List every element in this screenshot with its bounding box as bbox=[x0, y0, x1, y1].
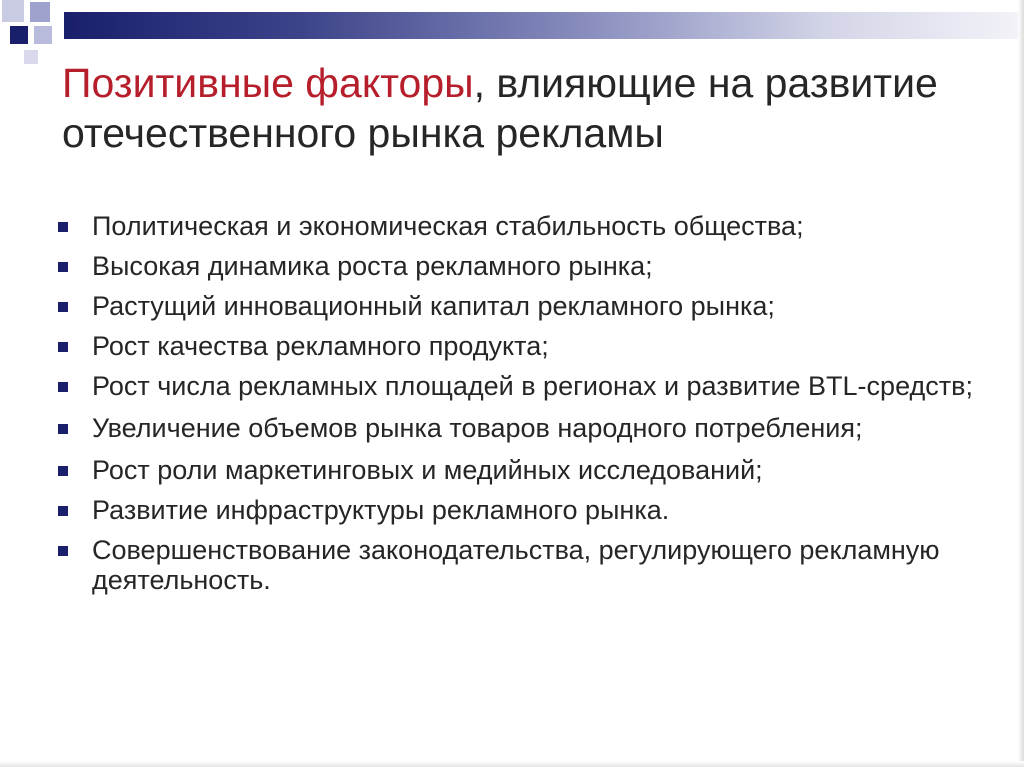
list-item-text: Увеличение объемов рынка товаров народного потребления; bbox=[92, 413, 863, 443]
list-item-text: Высокая динамика роста рекламного рынка; bbox=[92, 251, 653, 281]
square-bullet-icon bbox=[58, 546, 68, 556]
square-bullet-icon bbox=[58, 506, 68, 516]
list-item-text: Политическая и экономическая стабильность общества; bbox=[92, 211, 804, 241]
list-item-text: Рост качества рекламного продукта; bbox=[92, 331, 549, 361]
list-item bbox=[56, 535, 976, 595]
decor-square-icon bbox=[30, 2, 50, 22]
square-bullet-icon bbox=[58, 342, 68, 352]
title-accent: Позитивные факторы bbox=[62, 60, 474, 106]
square-bullet-icon bbox=[58, 302, 68, 312]
list-item bbox=[56, 455, 976, 485]
bullet-list bbox=[56, 211, 976, 605]
list-item-text: Растущий инновационный капитал рекламного рынка; bbox=[92, 291, 775, 321]
square-bullet-icon bbox=[58, 466, 68, 476]
list-item bbox=[56, 251, 976, 281]
square-bullet-icon bbox=[58, 382, 68, 392]
slide-edge-shadow bbox=[1018, 0, 1024, 767]
list-item bbox=[56, 371, 976, 401]
slide-title bbox=[62, 58, 982, 158]
list-item-text: Рост числа рекламных площадей в регионах и развитие BTL-средств; bbox=[92, 371, 973, 401]
square-bullet-icon bbox=[58, 424, 68, 434]
list-item bbox=[56, 331, 976, 361]
header-gradient-bar bbox=[64, 12, 1024, 39]
slide-bottom-shadow bbox=[0, 761, 1024, 767]
list-item bbox=[56, 495, 976, 525]
list-item-text: Совершенствование законодательства, регулирующего рекламную деятельность. bbox=[92, 535, 940, 595]
decor-square-icon bbox=[2, 0, 24, 22]
square-bullet-icon bbox=[58, 262, 68, 272]
list-item-text: Рост роли маркетинговых и медийных исследований; bbox=[92, 455, 763, 485]
title-rest: , влияющие на развитие отечественного рынка рекламы bbox=[62, 60, 938, 156]
decor-square-icon bbox=[10, 26, 28, 44]
square-bullet-icon bbox=[58, 222, 68, 232]
list-item bbox=[56, 211, 976, 241]
list-item bbox=[56, 291, 976, 321]
decor-square-icon bbox=[24, 50, 38, 64]
list-item-text: Развитие инфраструктуры рекламного рынка. bbox=[92, 495, 670, 525]
decor-square-icon bbox=[34, 26, 52, 44]
list-item bbox=[56, 413, 976, 443]
